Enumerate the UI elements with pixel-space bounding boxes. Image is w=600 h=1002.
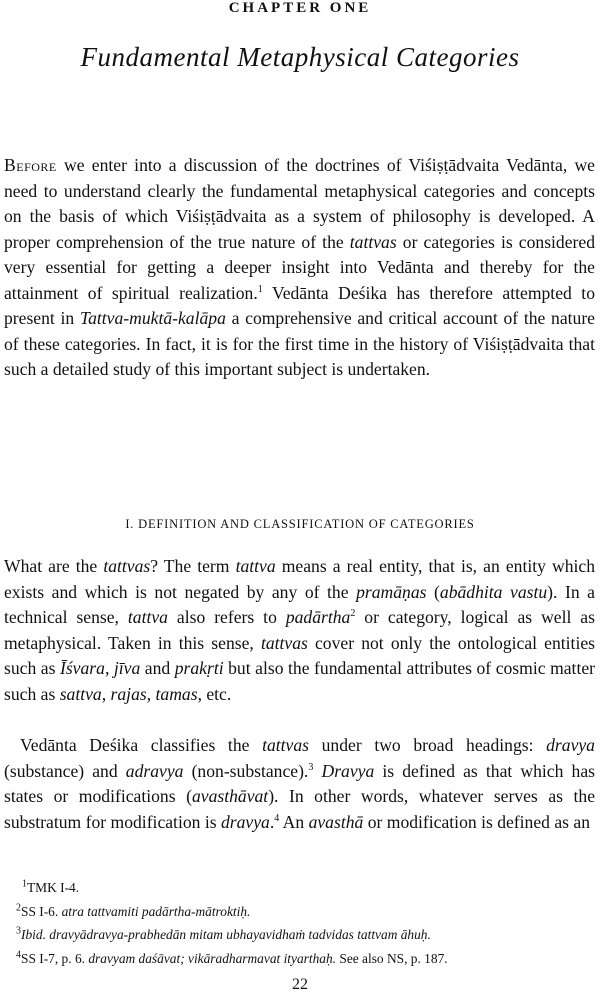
classification-paragraph: Vedānta Deśika classifies the tattvas under two broad headings: dravya (substance) and adravya (non-substance).$^3$ Dravya is defined as that which has states or modifications (avasthāvat). In other words, whatever serves as the substratum for modification is dravya.$^4$ An avasthā or modification is defined as an: [4, 735, 595, 832]
chapter-label: CHAPTER ONE: [228, 0, 372, 16]
definition-paragraph: What are the tattvas? The term tattva means a real entity, that is, an entity which exists and which is not negated by any of the pramāṇas (abādhita vastu). In a technical sense, tattva also refers to padārtha$^2$ or category, logical as well as metaphysical. Taken in this sense, tattvas cover not only the ontological entities such as Īśvara, jīva and prakṛti but also the fundamental attributes of cosmic matter such as sattva, rajas, tamas, etc.: [4, 556, 596, 704]
footnote-2: $^2$SS I-6. atra tattvamiti padārtha-mātroktiḥ.: [16, 902, 251, 919]
footnotes: [4, 876, 595, 970]
lead-word: Before: [4, 155, 57, 175]
intro-paragraph: Before we enter into a discussion of the doctrines of Viśiṣṭādvaita Vedānta, we need to understand clearly the fundamental metaphysical categories and concepts on the basis of which Viśiṣṭādvaita as a system of philosophy is developed. A proper comprehension of the true nature of the tattvas or categories is considered very essential for getting a deeper insight into Vedānta and thereby for the attainment of spiritual realization.$^1$ Vedānta Deśika has therefore attempted to present in Tattva-muktā-kalāpa a comprehensive and critical account of the nature of these categories. In fact, it is for the first time in the history of Viśiṣṭādvaita that such a detailed study of this important subject is undertaken.: [4, 155, 595, 379]
page-number: 22: [292, 976, 308, 993]
footnote-3: $^3$Ibid. dravyādravya-prabhedān mitam ubhayavidhaṁ tadvidas tattvam āhuḥ.: [16, 925, 431, 942]
chapter-title: Fundamental Metaphysical Categories: [80, 42, 520, 72]
footnote-ref-3: 3: [308, 761, 314, 773]
footnote-ref-2: 2: [350, 608, 356, 620]
section-heading: I. DEFINITION AND CLASSIFICATION OF CATEGORIES: [125, 517, 475, 531]
footnote-ref-1: 1: [257, 283, 263, 295]
footnote-ref-4: 4: [274, 812, 280, 824]
footnote-1: $^1$TMK I-4.: [22, 878, 80, 895]
footnote-4: $^4$SS I-7, p. 6. dravyam daśāvat; vikāradharmavat ityarthaḥ. See also NS, p. 187.: [16, 949, 448, 966]
